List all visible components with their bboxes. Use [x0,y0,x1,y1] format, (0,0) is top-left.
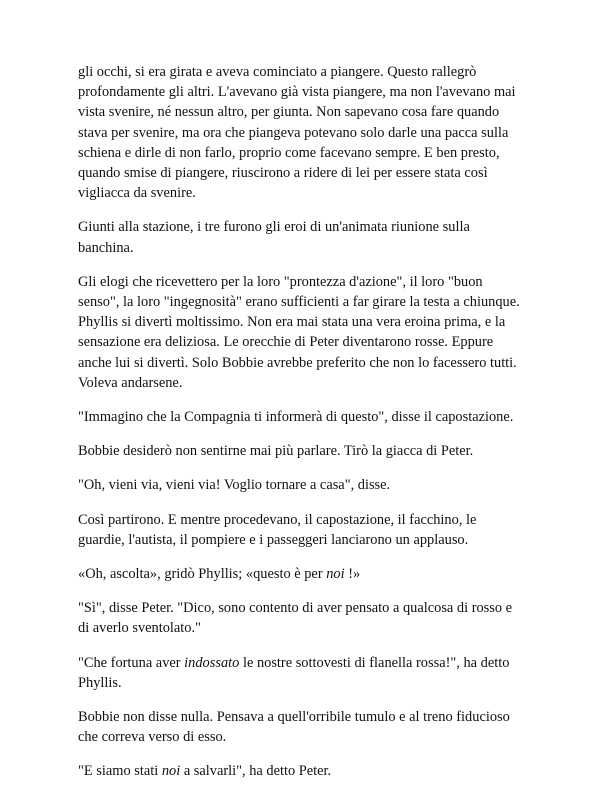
paragraph-12: "E siamo stati noi a salvarli", ha detto Peter. [78,763,332,780]
paragraph-1: gli occhi, si era girata e aveva cominciato a piangere. Questo rallegrò profondamente gli altri. L'avevano già vista piangere, ma non l'avevano mai vista svenire, né nessun altro, per giunta. Non sapevano cosa fare quando stava per svenire, ma ora che piangeva potevano solo darle una pacca sulla schiena e dirle di non farlo, proprio come facevano sempre. E ben presto, quando smise di piangere, riuscirono a ridere di lei per essere stata così vigliacca da svenire. [78,64,516,202]
paragraph-11: Bobbie non disse nulla. Pensava a quell'orribile tumulo e al treno fiducioso che correva verso di esso. [78,709,510,746]
paragraph-8: «Oh, ascolta», gridò Phyllis; «questo è per noi !» [78,566,361,583]
paragraph-6: "Oh, vieni via, vieni via! Voglio tornare a casa", disse. [78,477,391,494]
paragraph-9: "Sì", disse Peter. "Dico, sono contento di aver pensato a qualcosa di rosso e di averlo sventolato." [78,600,513,637]
paragraph-2: Giunti alla stazione, i tre furono gli eroi di un'animata riunione sulla banchina. [78,219,470,256]
paragraph-7: Così partirono. E mentre procedevano, il capostazione, il facchino, le guardie, l'autista, il pompiere e i passeggeri lanciarono un applauso. [78,511,477,548]
paragraph-10: "Che fortuna aver indossato le nostre sottovesti di flanella rossa!", ha detto Phyllis. [78,654,510,691]
emphasis-text: indossato [184,654,240,671]
document-page [78,62,522,796]
paragraph-5: Bobbie desiderò non sentirne mai più parlare. Tirò la giacca di Peter. [78,443,474,460]
emphasis-text: noi [326,566,345,583]
paragraph-4: "Immagino che la Compagnia ti informerà di questo", disse il capostazione. [78,409,514,426]
paragraph-3: Gli elogi che ricevettero per la loro "prontezza d'azione", il loro "buon senso", la loro "ingegnosità" erano sufficienti a far girare la testa a chiunque. Phyllis si divertì moltissimo. Non era mai stata una vera eroina prima, e la sensazione era deliziosa. Le orecchie di Peter diventarono rosse. Eppure anche lui si divertì. Solo Bobbie avrebbe preferito che non lo facessero tutti. Voleva andarsene. [78,273,520,391]
emphasis-text: noi [161,763,181,780]
